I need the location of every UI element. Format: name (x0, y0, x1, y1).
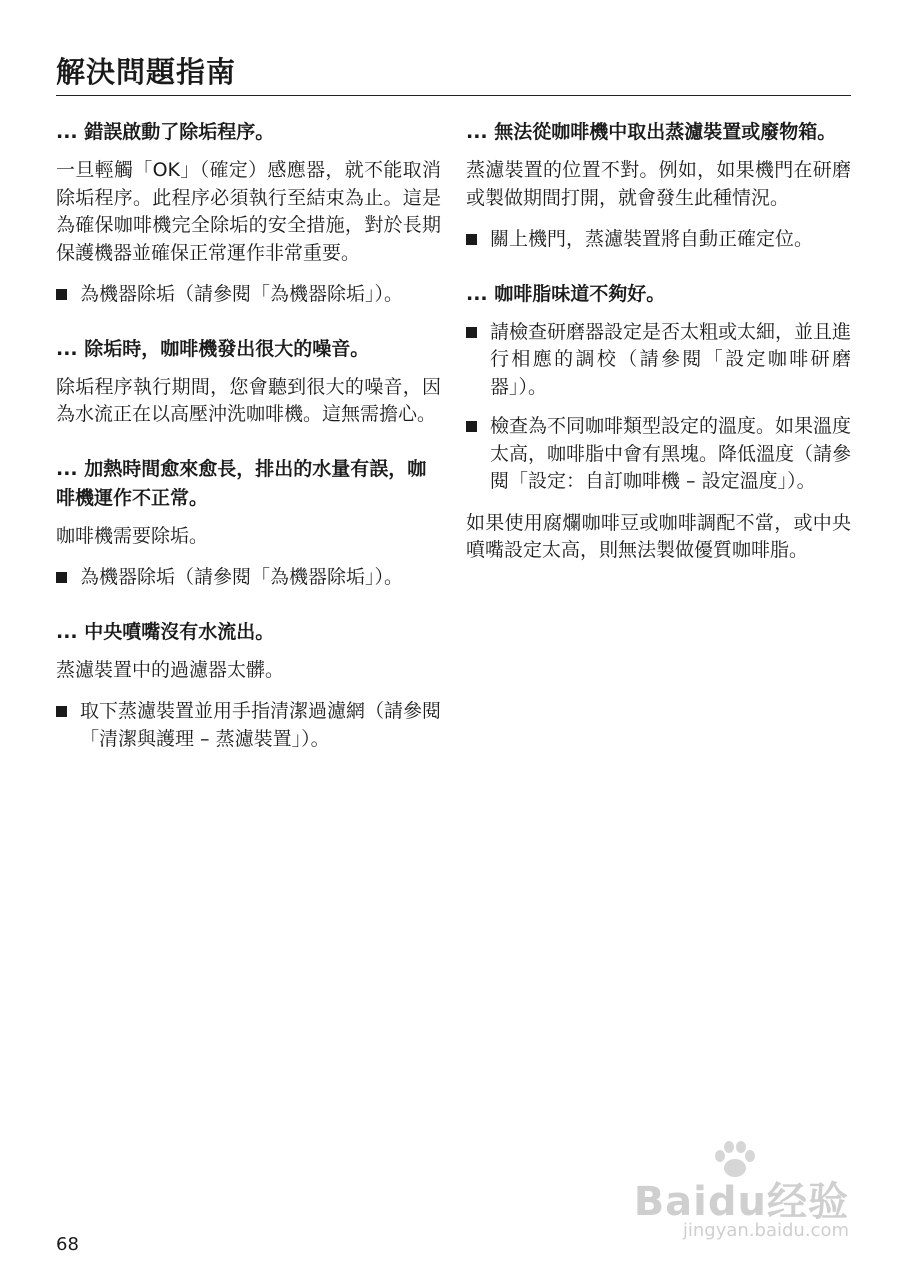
left-column (56, 118, 441, 779)
bullet-item (466, 413, 851, 496)
section-heading: ... 咖啡脂味道不夠好。 (466, 282, 666, 305)
section-heading: ... 無法從咖啡機中取出蒸濾裝置或廢物箱。 (466, 121, 837, 143)
troubleshooting-section (56, 455, 441, 592)
bullet-text: 為機器除垢（請參閱「為機器除垢」）。 (80, 283, 404, 305)
bullet-item (56, 698, 441, 753)
title-divider (56, 95, 851, 96)
section-paragraph: 咖啡機需要除垢。 (56, 524, 209, 547)
bullet-list (56, 564, 441, 592)
troubleshooting-section (56, 335, 441, 429)
bullet-item (56, 281, 441, 309)
square-bullet-icon (56, 572, 67, 583)
bullet-item (466, 319, 851, 402)
page-number: 68 (56, 1234, 79, 1255)
section-heading: ... 加熱時間愈來愈長，排出的水量有誤，咖啡機運作不正常。 (56, 457, 427, 509)
bullet-text: 檢查為不同咖啡類型設定的溫度。如果溫度太高，咖啡脂中會有黑塊。降低溫度（請參閱「設定：自訂咖啡機 – 設定溫度」）。 (490, 415, 852, 492)
page-title: 解決問題指南 (56, 55, 237, 89)
section-paragraph: 一旦輕觸「OK」（確定）感應器，就不能取消除垢程序。此程序必須執行至結束為止。這是為確保咖啡機完全除垢的安全措施，對於長期保護機器並確保正常運作非常重要。 (56, 159, 441, 264)
bullet-text: 請檢查研磨器設定是否太粗或太細，並且進行相應的調校（請參閱「設定咖啡研磨器」）。 (490, 320, 852, 398)
bullet-text: 取下蒸濾裝置並用手指清潔過濾網（請參閱「清潔與護理 – 蒸濾裝置」）。 (80, 700, 442, 750)
square-bullet-icon (466, 327, 477, 338)
section-heading: ... 中央噴嘴沒有水流出。 (56, 620, 275, 643)
bullet-text: 關上機門，蒸濾裝置將自動正確定位。 (490, 228, 814, 250)
bullet-text: 為機器除垢（請參閱「為機器除垢」）。 (80, 566, 404, 588)
square-bullet-icon (56, 706, 67, 717)
section-paragraph: 蒸濾裝置的位置不對。例如，如果機門在研磨或製做期間打開，就會發生此種情況。 (466, 159, 851, 209)
troubleshooting-section (56, 118, 441, 309)
square-bullet-icon (56, 289, 67, 300)
bullet-list (466, 226, 851, 254)
square-bullet-icon (466, 234, 477, 245)
watermark-brand: Baidu经验 (633, 1179, 849, 1225)
troubleshooting-section (56, 618, 441, 754)
watermark (633, 1140, 855, 1250)
right-column (466, 118, 851, 591)
section-paragraph: 蒸濾裝置中的過濾器太髒。 (56, 658, 285, 681)
square-bullet-icon (466, 421, 477, 432)
bullet-item (466, 226, 851, 254)
section-heading: ... 錯誤啟動了除垢程序。 (56, 121, 275, 143)
bullet-list (56, 281, 441, 309)
bullet-item (56, 564, 441, 592)
troubleshooting-section (466, 280, 851, 565)
bullet-list (56, 698, 441, 753)
section-paragraph: 如果使用腐爛咖啡豆或咖啡調配不當，或中央噴嘴設定太高，則無法製做優質咖啡脂。 (466, 511, 851, 561)
troubleshooting-section (466, 118, 851, 254)
section-paragraph: 除垢程序執行期間，您會聽到很大的噪音，因為水流正在以高壓沖洗咖啡機。這無需擔心。 (56, 375, 441, 425)
bullet-list (466, 319, 851, 496)
watermark-url: jingyan.baidu.com (682, 1220, 849, 1241)
section-heading: ... 除垢時，咖啡機發出很大的噪音。 (56, 337, 370, 360)
